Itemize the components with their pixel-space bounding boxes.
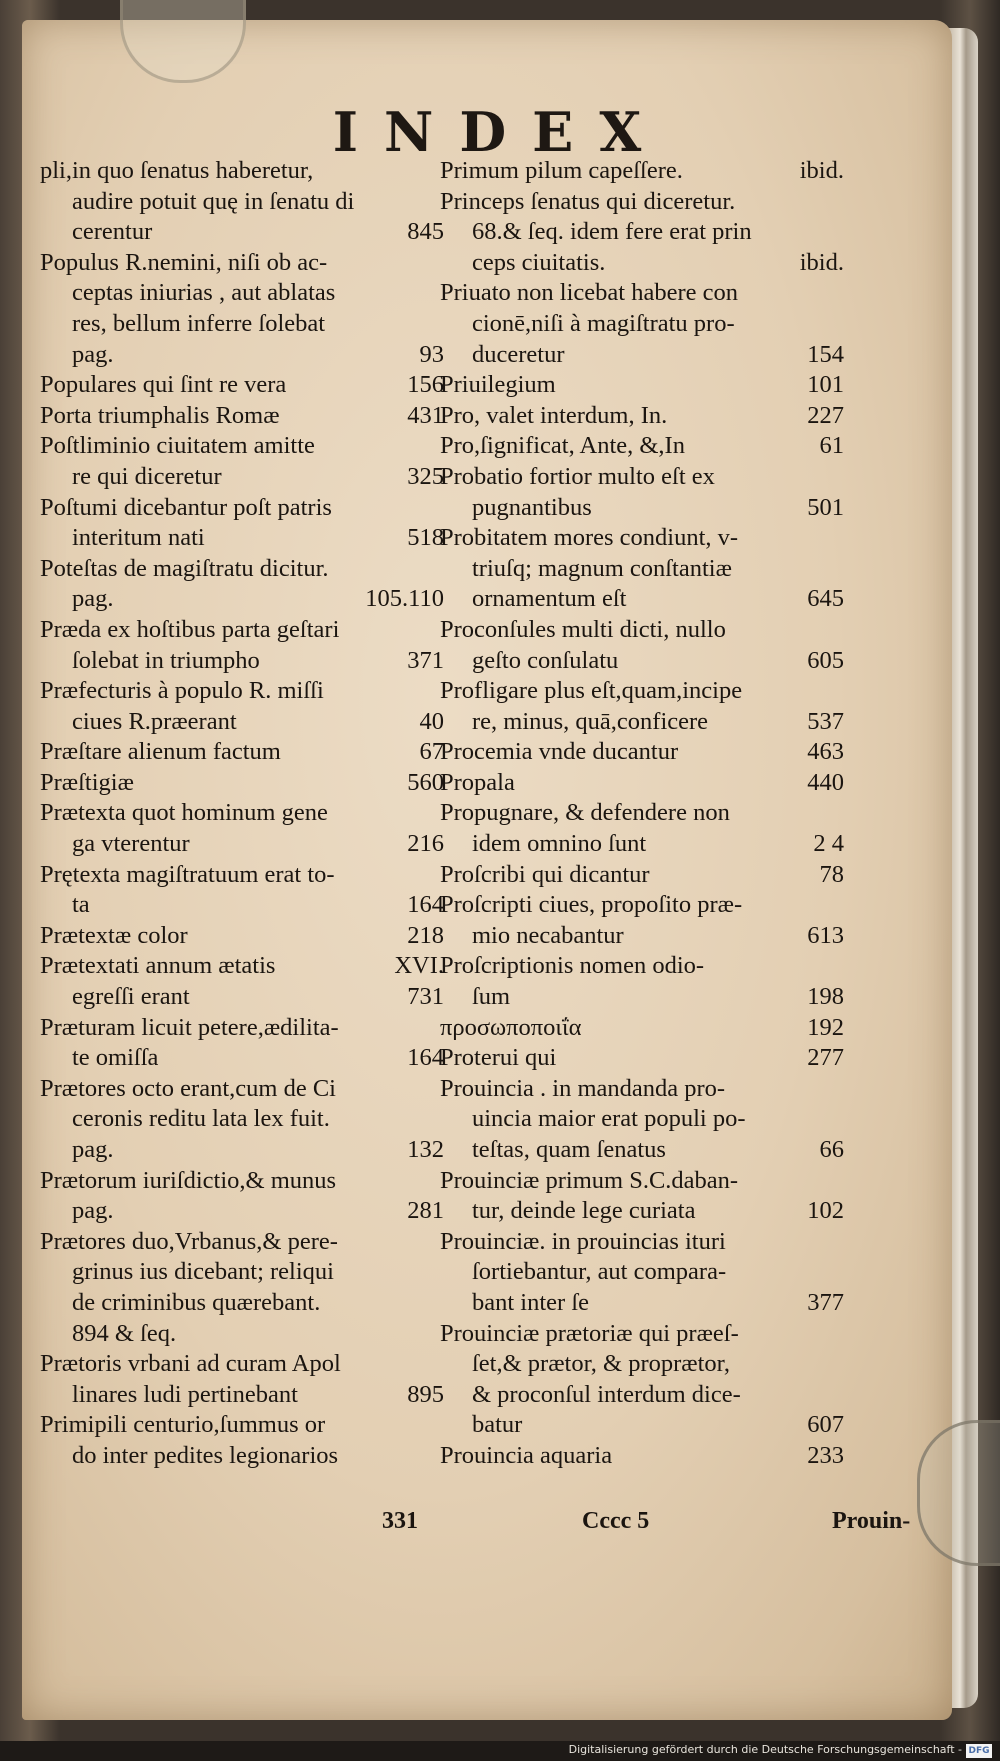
- entry-page-number: 61: [819, 432, 844, 460]
- entry-text: re, minus, quā,conficere: [472, 707, 709, 735]
- entry-page-number: 463: [807, 738, 844, 766]
- entry-text: Propala: [440, 768, 515, 796]
- entry-text: Propugnare, & defendere non: [440, 799, 730, 827]
- index-entry-line: [40, 1074, 444, 1105]
- index-entry-line: [440, 768, 844, 799]
- entry-text: Prouinciæ. in prouincias ituri: [440, 1227, 726, 1255]
- entry-page-number: 371: [407, 646, 444, 674]
- index-entry-line: [440, 1196, 844, 1227]
- index-entry-line: [440, 401, 844, 432]
- index-entry-line: [440, 493, 844, 524]
- entry-text: ſet,& prætor, & proprætor,: [472, 1350, 730, 1378]
- entry-text: Pro,ſignificat, Ante, &,In: [440, 432, 685, 460]
- index-entry-line: [440, 187, 844, 218]
- entry-text: Præturam licuit petere,ædilita-: [40, 1013, 339, 1041]
- index-entry-line: [440, 1104, 844, 1135]
- index-entry-line: [440, 982, 844, 1013]
- entry-text: Princeps ſenatus qui diceretur.: [440, 187, 736, 215]
- entry-text: tur, deinde lege curiata: [472, 1197, 696, 1225]
- entry-page-number: 154: [807, 340, 844, 368]
- index-entry-line: [440, 1135, 844, 1166]
- index-entry-line: [40, 523, 444, 554]
- index-entry-line: [440, 217, 844, 248]
- index-entry-line: [440, 1319, 844, 1350]
- index-entry-line: [440, 1166, 844, 1197]
- entry-text: pag.: [72, 585, 114, 613]
- index-entry-line: [440, 1349, 844, 1380]
- index-entry-line: [440, 1288, 844, 1319]
- entry-text: mio necabantur: [472, 921, 624, 949]
- entry-text: interitum nati: [72, 524, 205, 552]
- entry-page-number: 607: [807, 1411, 844, 1439]
- index-entry-line: [440, 584, 844, 615]
- entry-text: ta: [72, 891, 90, 919]
- index-entry-line: [440, 646, 844, 677]
- entry-text: ceps ciuitatis.: [472, 248, 606, 276]
- entry-text: & proconſul interdum dice-: [472, 1380, 741, 1408]
- entry-text: bant inter ſe: [472, 1288, 590, 1316]
- entry-page-number: 132: [407, 1136, 444, 1163]
- entry-text: Prouinciæ primum S.C.daban-: [440, 1166, 739, 1194]
- index-entry-line: [440, 156, 844, 187]
- index-entry-line: [440, 951, 844, 982]
- entry-text: Primum pilum capeſſere.: [440, 157, 683, 184]
- entry-text: ornamentum eſt: [472, 585, 627, 613]
- entry-text: linares ludi pertinebant: [72, 1380, 298, 1408]
- credit-bar: [0, 1741, 1000, 1761]
- index-entry-line: [440, 1380, 844, 1411]
- dfg-logo-icon: DFG: [966, 1744, 992, 1758]
- entry-text: Priuilegium: [440, 371, 556, 399]
- entry-text: Poſtliminio ciuitatem amitte: [40, 432, 315, 460]
- entry-text: Prætoris vrbani ad curam Apol: [40, 1350, 341, 1378]
- entry-text: res, bellum inferre ſolebat: [72, 309, 326, 337]
- entry-text: ga vterentur: [72, 830, 190, 858]
- entry-text: teſtas, quam ſenatus: [472, 1136, 666, 1163]
- index-entry-line: [40, 829, 444, 860]
- index-entry-line: [40, 1380, 444, 1411]
- entry-text: Proterui qui: [440, 1044, 557, 1072]
- entry-page-number: 233: [807, 1441, 844, 1469]
- index-entry-line: [440, 309, 844, 340]
- entry-text: Probatio fortior multo eſt ex: [440, 462, 715, 490]
- index-entry-line: [440, 798, 844, 829]
- entry-text: pli,in quo ſenatus haberetur,: [40, 157, 314, 184]
- entry-text: batur: [472, 1411, 523, 1439]
- entry-text: Prouincia . in mandanda pro-: [440, 1074, 726, 1102]
- entry-text: Procemia vnde ducantur: [440, 738, 679, 766]
- index-entry-line: [40, 1043, 444, 1074]
- entry-page-number: 66: [819, 1136, 844, 1163]
- entry-text: 68.& ſeq. idem fere erat prin: [472, 218, 752, 246]
- entry-page-number: 164: [407, 891, 444, 919]
- entry-text: Populares qui ſint re vera: [40, 371, 287, 399]
- index-entry-line: [440, 1227, 844, 1258]
- entry-text: Prætores duo,Vrbanus,& pere-: [40, 1227, 338, 1255]
- entry-text: 894 & ſeq.: [72, 1319, 177, 1347]
- page-title: INDEX: [332, 100, 668, 164]
- entry-page-number: 281: [407, 1197, 444, 1225]
- index-entry-line: [40, 1013, 444, 1044]
- index-entry-line: [440, 248, 844, 279]
- entry-text: προσωποποιΐα: [440, 1013, 582, 1041]
- column-number: 331: [382, 1508, 418, 1534]
- entry-page-number: 645: [807, 585, 844, 613]
- entry-text: grinus ius dicebant; reliqui: [72, 1258, 334, 1286]
- entry-text: audire potuit quę in ſenatu di: [72, 187, 355, 215]
- index-entry-line: [40, 401, 444, 432]
- entry-text: Pro, valet interdum, In.: [440, 401, 668, 429]
- index-entry-line: [40, 370, 444, 401]
- entry-page-number: 560: [407, 768, 444, 796]
- index-entry-line: [440, 523, 844, 554]
- entry-page-number: 845: [407, 218, 444, 246]
- entry-page-number: 325: [407, 462, 444, 490]
- entry-text: pugnantibus: [472, 493, 592, 521]
- entry-text: Prætextæ color: [40, 921, 188, 949]
- entry-page-number: 431: [407, 401, 444, 429]
- entry-page-number: 501: [807, 493, 844, 521]
- entry-text: ciues R.præerant: [72, 707, 237, 735]
- index-entry-line: [440, 737, 844, 768]
- credit-text: Digitalisierung gefördert durch die Deutsche Forschungsgemeinschaft -: [568, 1743, 962, 1756]
- entry-text: triuſq; magnum conſtantiæ: [472, 554, 732, 582]
- entry-text: ſum: [472, 983, 511, 1011]
- entry-page-number: 156: [407, 371, 444, 399]
- index-entry-line: [40, 951, 444, 982]
- entry-page-number: 613: [807, 921, 844, 949]
- entry-page-number: 164: [407, 1044, 444, 1072]
- entry-page-number: 277: [807, 1044, 844, 1072]
- entry-page-number: 198: [807, 983, 844, 1011]
- entry-text: idem omnino ſunt: [472, 830, 647, 858]
- entry-text: Prouinciæ prætoriæ qui præeſ-: [440, 1319, 739, 1347]
- index-entry-line: [40, 982, 444, 1013]
- index-entry-line: [40, 248, 444, 279]
- index-column-left: [40, 156, 444, 1472]
- entry-text: Proſcripti ciues, propoſito præ-: [440, 891, 743, 919]
- entry-text: pag.: [72, 1136, 114, 1163]
- entry-text: uincia maior erat populi po-: [472, 1105, 746, 1133]
- entry-page-number: 78: [819, 860, 844, 888]
- entry-text: Proſcriptionis nomen odio-: [440, 952, 705, 980]
- entry-page-number: 218: [407, 921, 444, 949]
- entry-text: cionē,niſi à magiſtratu pro-: [472, 309, 735, 337]
- index-entry-line: [440, 921, 844, 952]
- index-entry-line: [40, 676, 444, 707]
- entry-text: Profligare plus eſt,quam,incipe: [440, 677, 743, 705]
- entry-page-number: 192: [807, 1013, 844, 1041]
- index-entry-line: [40, 798, 444, 829]
- index-entry-line: [440, 278, 844, 309]
- index-entry-line: [40, 431, 444, 462]
- index-entry-line: [40, 615, 444, 646]
- index-entry-line: [440, 1410, 844, 1441]
- entry-text: ſortiebantur, aut compara-: [472, 1258, 727, 1286]
- entry-page-number: 2 4: [813, 830, 844, 858]
- index-column-right: [440, 156, 844, 1472]
- index-entry-line: [40, 1349, 444, 1380]
- signature-mark: Cccc 5: [582, 1508, 650, 1534]
- index-entry-line: [440, 1013, 844, 1044]
- index-entry-line: [40, 921, 444, 952]
- entry-text: Prætorum iuriſdictio,& munus: [40, 1166, 337, 1194]
- index-entry-line: [40, 493, 444, 524]
- entry-page-number: 605: [807, 646, 844, 674]
- entry-text: Populus R.nemini, niſi ob ac-: [40, 248, 328, 276]
- index-entry-line: [40, 187, 444, 218]
- index-entry-line: [40, 737, 444, 768]
- index-entry-line: [40, 1196, 444, 1227]
- entry-page-number: 40: [419, 707, 444, 735]
- index-entry-line: [440, 1441, 844, 1472]
- entry-page-number: 377: [807, 1288, 844, 1316]
- index-entry-line: [440, 1043, 844, 1074]
- index-entry-line: [40, 462, 444, 493]
- entry-text: Poteſtas de magiſtratu dicitur.: [40, 554, 329, 582]
- entry-text: Probitatem mores condiunt, v-: [440, 524, 739, 552]
- index-entry-line: [40, 584, 444, 615]
- entry-page-number: 216: [407, 830, 444, 858]
- index-entry-line: [40, 646, 444, 677]
- entry-text: Prouincia aquaria: [440, 1441, 613, 1469]
- index-entry-line: [440, 1074, 844, 1105]
- entry-text: egreſſi erant: [72, 983, 190, 1011]
- entry-text: re qui diceretur: [72, 462, 222, 490]
- index-entry-line: [40, 1227, 444, 1258]
- index-entry-line: [40, 554, 444, 585]
- index-entry-line: [40, 156, 444, 187]
- entry-page-number: 731: [407, 983, 444, 1011]
- index-entry-line: [440, 1257, 844, 1288]
- index-entry-line: [40, 309, 444, 340]
- index-entry-line: [40, 1257, 444, 1288]
- entry-text: Præſtigiæ: [40, 768, 134, 796]
- entry-text: Prætextati annum ætatis: [40, 952, 276, 980]
- entry-page-number: ibid.: [799, 157, 844, 184]
- index-entry-line: [40, 890, 444, 921]
- entry-page-number: 93: [419, 340, 444, 368]
- entry-page-number: 105.110: [365, 585, 444, 613]
- entry-text: Porta triumphalis Romæ: [40, 401, 280, 429]
- index-entry-line: [40, 1166, 444, 1197]
- entry-text: Poſtumi dicebantur poſt patris: [40, 493, 332, 521]
- entry-text: ſolebat in triumpho: [72, 646, 260, 674]
- index-entry-line: [40, 1288, 444, 1319]
- entry-text: pag.: [72, 1197, 114, 1225]
- entry-text: Proſcribi qui dicantur: [440, 860, 650, 888]
- index-entry-line: [440, 340, 844, 371]
- index-entry-line: [40, 217, 444, 248]
- entry-text: Prætores octo erant,cum de Ci: [40, 1074, 336, 1102]
- entry-text: pag.: [72, 340, 114, 368]
- entry-page-number: 440: [807, 768, 844, 796]
- index-entry-line: [40, 707, 444, 738]
- index-entry-line: [440, 615, 844, 646]
- index-entry-line: [440, 707, 844, 738]
- index-entry-line: [440, 554, 844, 585]
- entry-text: ceptas iniurias , aut ablatas: [72, 279, 336, 307]
- index-entry-line: [40, 1410, 444, 1441]
- entry-page-number: 537: [807, 707, 844, 735]
- entry-text: duceretur: [472, 340, 565, 368]
- entry-page-number: ibid.: [799, 248, 844, 276]
- index-entry-line: [40, 1441, 444, 1472]
- entry-text: de criminibus quærebant.: [72, 1288, 321, 1316]
- entry-text: Præfecturis à populo R. miſſi: [40, 677, 324, 705]
- index-entry-line: [40, 860, 444, 891]
- entry-text: ceronis reditu lata lex fuit.: [72, 1105, 330, 1133]
- entry-text: Proconſules multi dicti, nullo: [440, 615, 726, 643]
- entry-text: Prętexta magiſtratuum erat to-: [40, 860, 335, 888]
- index-entry-line: [40, 1319, 444, 1350]
- entry-text: geſto conſulatu: [472, 646, 619, 674]
- entry-page-number: 102: [807, 1197, 844, 1225]
- entry-page-number: 518: [407, 524, 444, 552]
- index-entry-line: [40, 278, 444, 309]
- entry-page-number: XVI.: [394, 952, 444, 980]
- entry-page-number: 895: [407, 1380, 444, 1408]
- entry-page-number: 227: [807, 401, 844, 429]
- entry-text: Præda ex hoſtibus parta geſtari: [40, 615, 340, 643]
- entry-text: Priuato non licebat habere con: [440, 279, 738, 307]
- entry-text: Prætexta quot hominum gene: [40, 799, 328, 827]
- entry-page-number: 67: [419, 738, 444, 766]
- index-entry-line: [40, 340, 444, 371]
- index-entry-line: [440, 890, 844, 921]
- entry-text: cerentur: [72, 218, 153, 246]
- entry-text: te omiſſa: [72, 1044, 159, 1072]
- entry-text: Præſtare alienum factum: [40, 738, 281, 766]
- entry-text: Primipili centurio,ſummus or: [40, 1411, 326, 1439]
- index-entry-line: [40, 1135, 444, 1166]
- index-entry-line: [440, 829, 844, 860]
- index-entry-line: [40, 1104, 444, 1135]
- index-entry-line: [440, 370, 844, 401]
- index-entry-line: [440, 676, 844, 707]
- catchword: Prouin-: [832, 1508, 911, 1534]
- index-entry-line: [440, 431, 844, 462]
- index-entry-line: [40, 768, 444, 799]
- index-entry-line: [440, 462, 844, 493]
- entry-text: do inter pedites legionarios: [72, 1441, 339, 1469]
- index-entry-line: [440, 860, 844, 891]
- entry-page-number: 101: [807, 371, 844, 399]
